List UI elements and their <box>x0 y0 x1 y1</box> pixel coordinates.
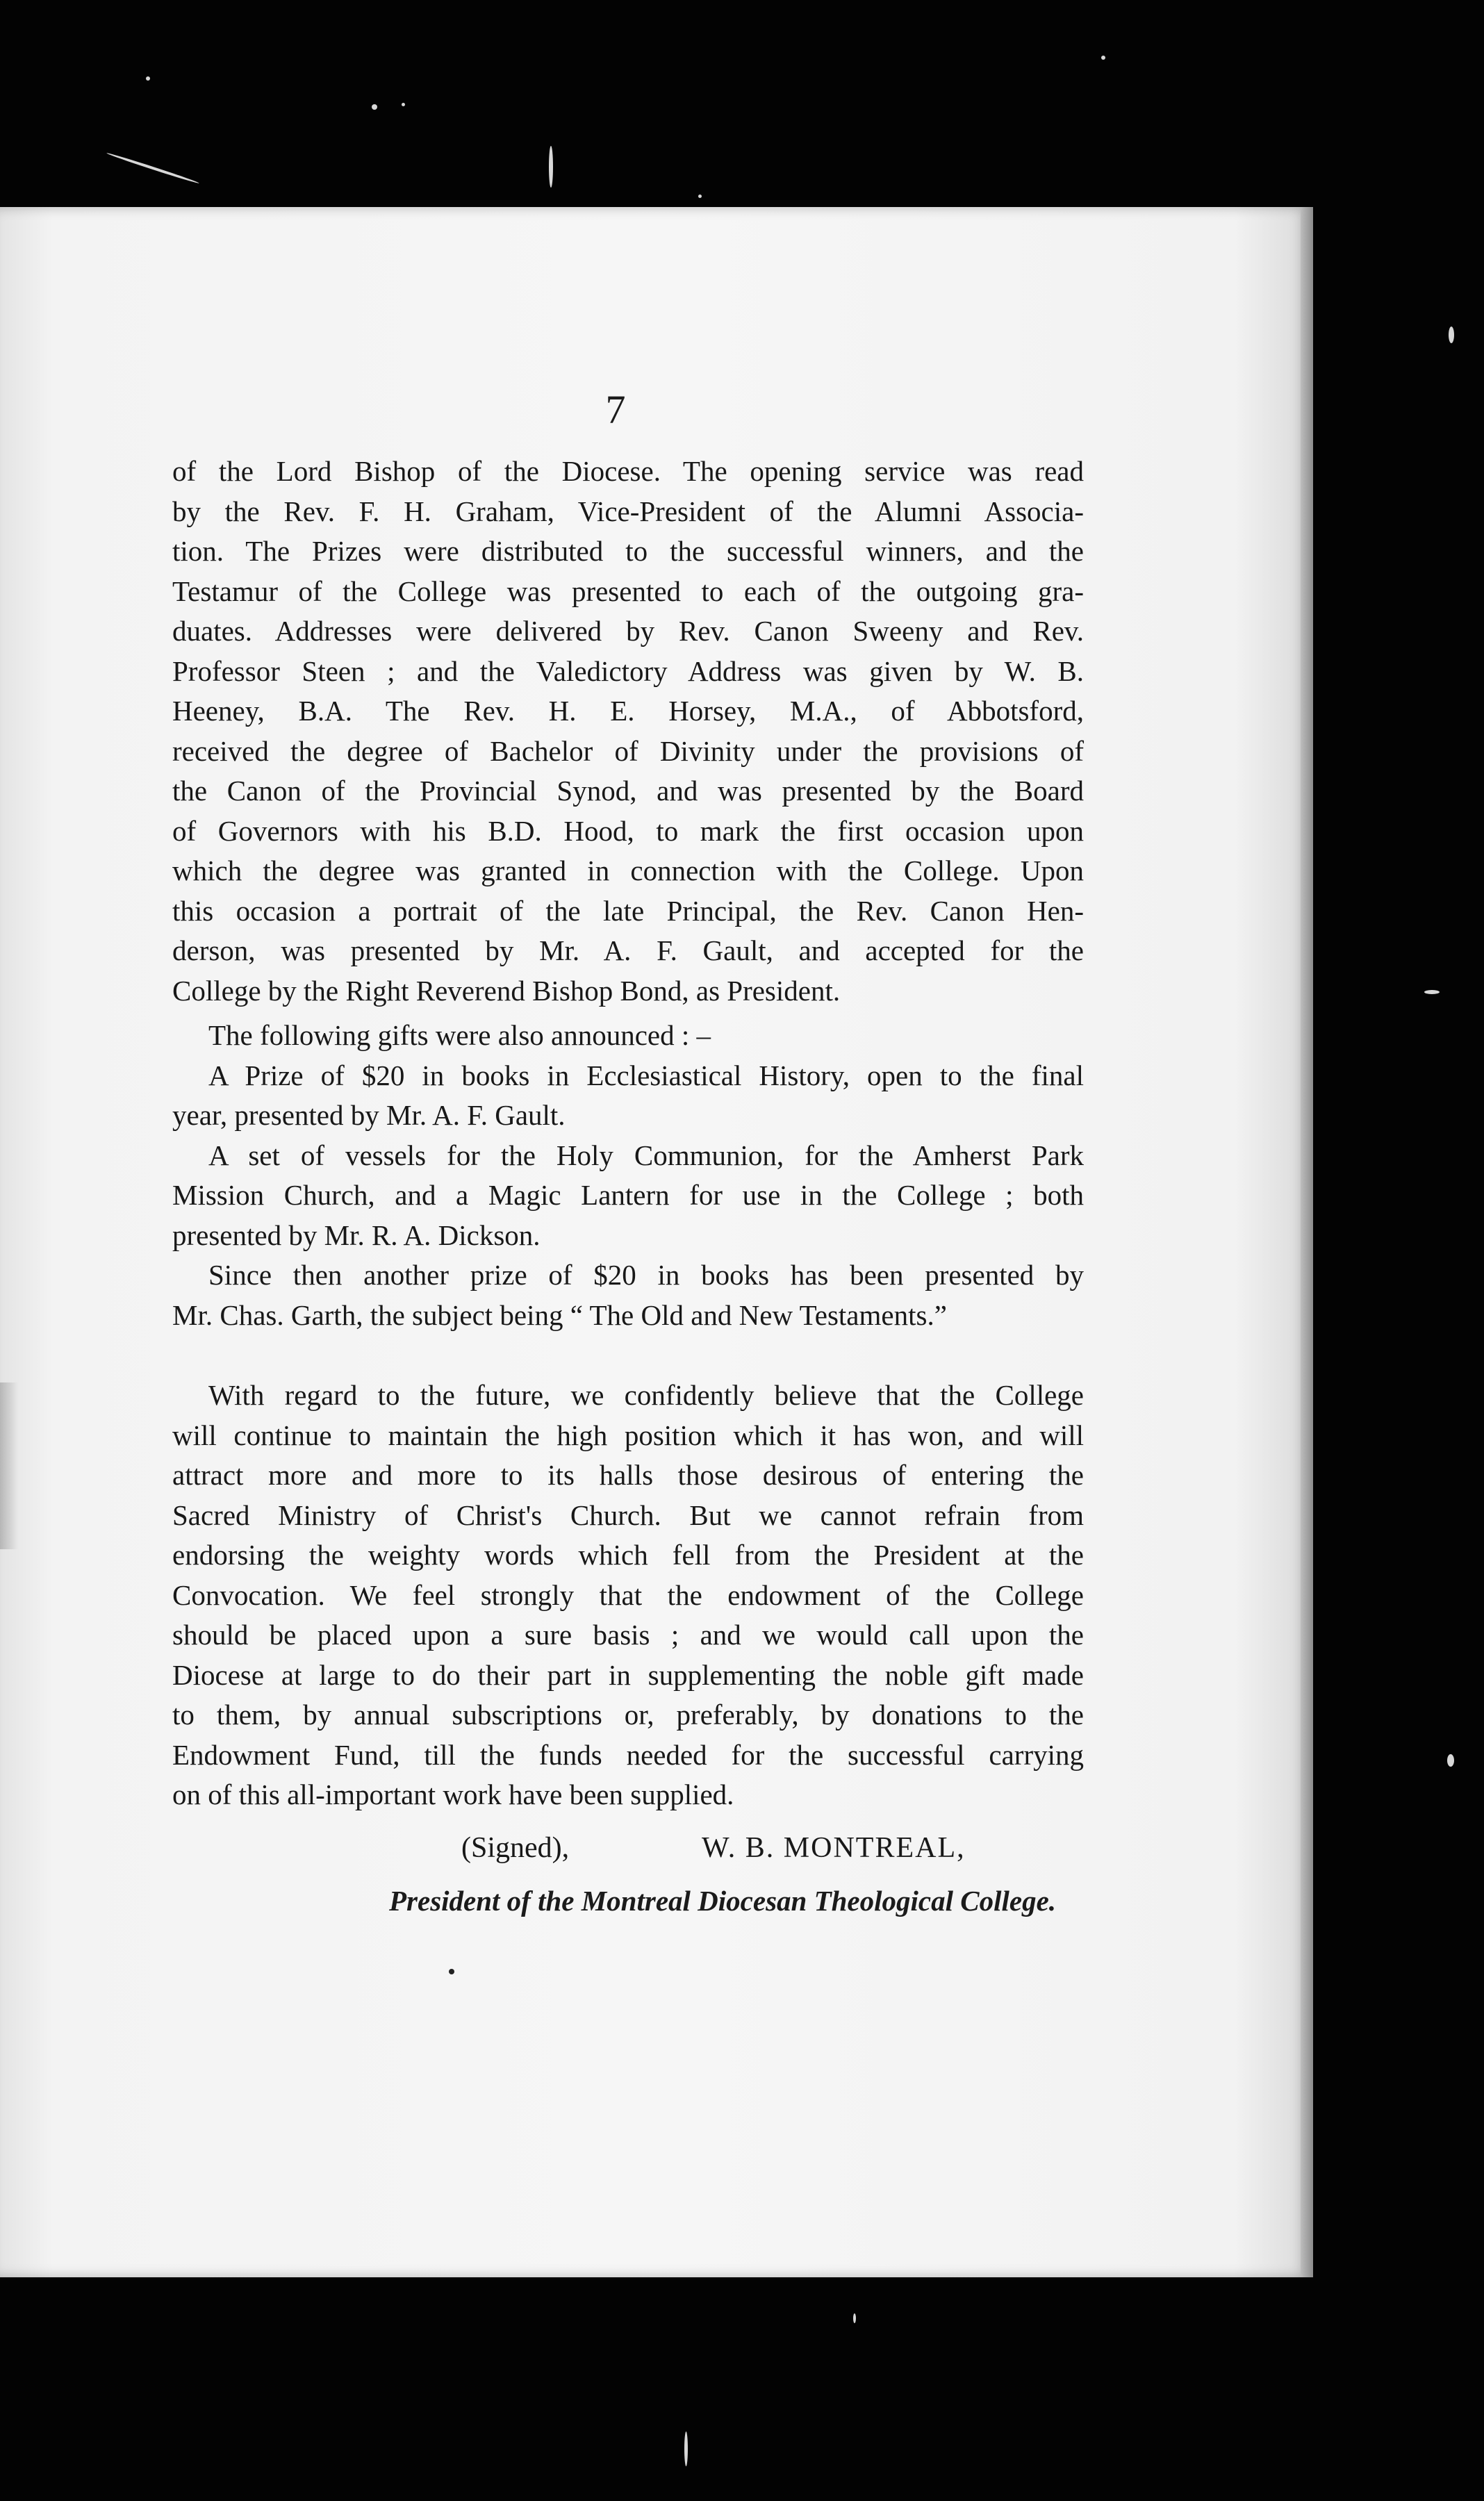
scan-speck <box>853 2313 856 2323</box>
text-line: should be placed upon a sure basis ; and we would call upon the <box>172 1619 1084 1651</box>
scan-speck <box>1447 1754 1454 1767</box>
text-line: A Prize of $20 in books in Ecclesiastical History, open to the final <box>208 1059 1084 1091</box>
ink-dot <box>449 1969 454 1974</box>
text-line: Professor Steen ; and the Valedictory Address was given by W. B. <box>172 654 1084 687</box>
text-line: Convocation. We feel strongly that the endowment of the College <box>172 1578 1084 1611</box>
text-line: Diocese at large to do their part in supplementing the noble gift made <box>172 1658 1084 1691</box>
text-line: will continue to maintain the high position which it has won, and will <box>172 1419 1084 1451</box>
signature-line <box>461 1831 966 1865</box>
text-line: Since then another prize of $20 in books has been presented by <box>208 1259 1084 1291</box>
text-line: which the degree was granted in connection with the College. Upon <box>172 855 1084 886</box>
page-edge <box>1301 207 1313 2277</box>
text-line: of Governors with his B.D. Hood, to mark the first occasion upon <box>172 814 1084 847</box>
text-line: derson, was presented by Mr. A. F. Gault, and accepted for the <box>172 934 1084 966</box>
text-line: tion. The Prizes were distributed to the successful winners, and the <box>172 535 1084 567</box>
signer-title: President of the Montreal Diocesan Theological College. <box>389 1885 1057 1917</box>
text-line: received the degree of Bachelor of Divinity under the provisions of <box>172 734 1084 767</box>
scan-speck <box>1449 327 1454 343</box>
text-line: on of this all-important work have been supplied. <box>172 1778 734 1810</box>
text-line: Heeney, B.A. The Rev. H. E. Horsey, M.A., of Abbotsford, <box>172 695 1084 727</box>
text-line: this occasion a portrait of the late Principal, the Rev. Canon Hen- <box>172 894 1084 927</box>
text-line: Endowment Fund, till the funds needed for the successful carrying <box>172 1738 1084 1771</box>
scan-speck <box>1424 990 1440 994</box>
scan-speck <box>549 146 553 188</box>
text-line: endorsing the weighty words which fell from the President at the <box>172 1539 1084 1571</box>
scan-speck <box>402 103 405 106</box>
text-line: attract more and more to its halls those desirous of entering the <box>172 1459 1084 1491</box>
page-number: 7 <box>605 387 626 432</box>
scan-speck <box>698 195 702 198</box>
scan-speck <box>684 2432 688 2466</box>
text-line: College by the Right Reverend Bishop Bond, as President. <box>172 974 841 1007</box>
text-line: of the Lord Bishop of the Diocese. The opening service was read <box>172 455 1084 487</box>
paragraph-convocation <box>172 452 1084 1011</box>
paragraph-future <box>172 1376 1084 1815</box>
text-line: Mr. Chas. Garth, the subject being “ The Old and New Testaments.” <box>172 1298 947 1331</box>
text-line: to them, by annual subscriptions or, preferably, by donations to the <box>172 1699 1084 1731</box>
text-line: Testamur of the College was presented to each of the outgoing gra- <box>172 575 1084 607</box>
text-line: The following gifts were also announced : – <box>208 1019 711 1051</box>
page-left-shadow <box>0 1382 18 1549</box>
text-line: the Canon of the Provincial Synod, and was presented by the Board <box>172 775 1084 807</box>
scan-speck <box>1101 56 1105 60</box>
text-line: Mission Church, and a Magic Lantern for use in the College ; both <box>172 1179 1084 1211</box>
text-line: A set of vessels for the Holy Communion, for the Amherst Park <box>208 1139 1084 1171</box>
text-line: duates. Addresses were delivered by Rev. Canon Sweeny and Rev. <box>172 615 1084 647</box>
text-line: year, presented by Mr. A. F. Gault. <box>172 1099 566 1131</box>
text-line: Sacred Ministry of Christ's Church. But we cannot refrain from <box>172 1499 1084 1531</box>
paragraph-gifts <box>172 1016 1084 1335</box>
text-line: presented by Mr. R. A. Dickson. <box>172 1219 541 1251</box>
scan-speck <box>372 104 377 110</box>
text-line: by the Rev. F. H. Graham, Vice-President of the Alumni Associa- <box>172 495 1084 527</box>
signer-name: W. B. MONTREAL, <box>702 1832 966 1864</box>
signed-label: (Signed), <box>461 1832 570 1864</box>
text-line: With regard to the future, we confidently believe that the College <box>208 1379 1084 1411</box>
scan-speck <box>146 76 150 81</box>
